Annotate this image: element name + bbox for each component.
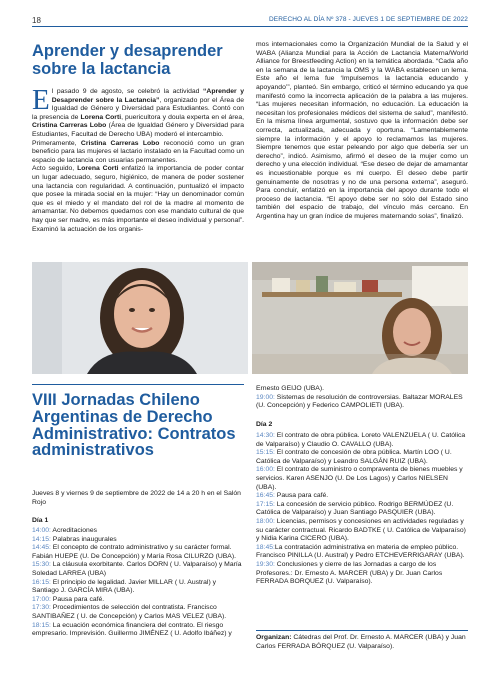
day2-item-3	[256, 492, 468, 501]
article-title-jornadas: VIII Jornadas Chileno Argentinas de Derecho Administrativo: Contratos administrativos	[32, 391, 236, 460]
day1-item-4	[32, 579, 244, 596]
day1-item-0	[32, 527, 244, 536]
day2-item-5	[256, 518, 468, 544]
article-lactancia-right-column	[256, 41, 468, 221]
day1-item-2	[32, 544, 244, 561]
program-time: 17:00:	[32, 595, 51, 603]
day2-program	[256, 432, 468, 587]
program-text: Ernesto GEIJO (UBA).	[256, 385, 324, 392]
program-text: La ecuación económica financiera del contrato. El riesgo empresario. Imprevisión. Guillermo JIMÉNEZ ( U. Adolfo Ibáñez) y	[32, 621, 232, 638]
photo-speaker-left	[32, 262, 248, 374]
program-time: 16:00:	[256, 466, 275, 474]
day1-program-continued	[256, 385, 468, 411]
article-title-lactancia: Aprender y desaprender sobre la lactancia	[32, 42, 223, 78]
day1-item-1	[32, 536, 244, 545]
program-time: 16:15:	[32, 578, 51, 586]
program-time: 19:00:	[256, 393, 275, 401]
day1-program	[32, 527, 244, 639]
photo-left-illustration	[32, 262, 248, 374]
program-text: Pausa para café.	[50, 595, 105, 603]
page-number: 18	[32, 16, 41, 25]
program-time: 15:30:	[32, 561, 51, 569]
program-text: El contrato de suministro o compraventa de bienes muebles y servicios. Karen ASENJO (U. De Los Lagos) y Carlos NIELSEN (UBA).	[256, 466, 463, 491]
program-text: La contratación administrativa en materia de empleo público. Francisco PINILLA (U. Austral) y Pedro ETCHEVERRIGARAY (UBA).	[256, 543, 465, 560]
program-text: Palabras inaugurales	[50, 535, 117, 543]
photo-speaker-right	[252, 262, 468, 374]
article-lactancia-right-text: mos internacionales como la Organización Mundial de la Salud y el WABA (Alianza Mundial para la Acción de Lactancia Materna/World Alliance for Breestfeeding Action) en la temática abordada. “Cada año en la semana de la lactancia la OMS y la WABA establecen un lema. Este año el lema fue ‘Impulsemos la lactancia educando y apoyando’”, planteó. Sin embargo, criticó el término educando ya que manifestó como la incorrecta aplicación de la palabra a las mujeres. “Las mujeres necesitan información, no educación. La educación la necesitan los profesionales médicos del sistema de salud”, manifestó. En la misma línea argumental, sostuvo que la información debe ser correcta, actualizada, adecuada y oportuna. “Lamentablemente siempre la información y el apoyo lo reclamamos las mujeres. Siempre tenemos que estar peleando por algo que debería ser un derecho”, indicó. Asimismo, afirmó el deseo de la mujer como un derecho y una elección individual. “Ese deseo de dejar de amamantar es incuestionable porque es mi cuerpo. El deseo debe partir genuinamente de nosotras y no de una persona externa”, aseguró. Para concluir, enfatizó en la importancia del apoyo durante todo el proceso de lactancia. “El apoyo debe ser no sólo del Estado sino también del espacio de trabajo, del vínculo más cercano. En Argentina hay un gran índice de mujeres maternando solas”, finalizó.	[256, 41, 468, 220]
program-time: 18:15:	[32, 621, 51, 629]
program-time: 14:15:	[32, 535, 51, 543]
program-text: Pausa para café.	[274, 492, 329, 500]
section-divider	[32, 384, 244, 385]
program-text: El contrato de concesión de obra pública. Martín LOO ( U. Católica de Valparaíso) y Leandro SALGÁN RUIZ (UBA).	[256, 449, 452, 465]
header-rule	[32, 26, 468, 27]
program-time: 14:00:	[32, 527, 51, 534]
program-time: 19:30:	[256, 560, 275, 568]
publication-line: DERECHO AL DÍA Nº 378 - JUEVES 1 DE SEPTIEMBRE DE 2022	[269, 16, 468, 23]
day1-label: Día 1	[32, 517, 49, 524]
program-time: 16:45:	[256, 492, 275, 500]
program-time: 18:00:	[256, 517, 275, 525]
day2-item-0	[256, 432, 468, 449]
organizers	[256, 630, 468, 651]
day2-label: Día 2	[256, 421, 273, 428]
program-text: El principio de legalidad. Javier MILLAR ( U. Austral) y Santiago J. GARCÍA MIRA (UBA).	[32, 578, 216, 595]
program-time: 17:30:	[32, 604, 51, 612]
organizers-label: Organizan:	[256, 634, 292, 641]
drop-cap: E	[32, 84, 50, 116]
day1-item-6	[32, 604, 244, 621]
program-time: 15:15:	[256, 449, 275, 457]
day2-item-1	[256, 449, 468, 466]
day1-item-3	[32, 561, 244, 578]
day2-item-6	[256, 544, 468, 561]
program-text: El concepto de contrato administrativo y su carácter formal. Fabián HUEPE (U. De Concepción) y María Rosa CILURZO (UBA).	[32, 544, 236, 560]
program-text: El contrato de obra pública. Loreto VALENZUELA ( U. Católica de Valparaíso) y Claudio O. CAVALLO (UBA).	[256, 432, 466, 448]
day2-item-7	[256, 561, 468, 587]
article-lactancia-left-text: l pasado 9 de agosto, se celebró la actividad “Aprender y Desaprender sobre la Lactancia”, organizado por el Área de Igualdad de Género y Diversidad para Estudiantes. Contó con la presencia de Lorena Corti, puericultora y doula experta en el área, Cristina Carreras Lobo (Área de Igualdad Género y Diversidad para Estudiantes, Facultad de Derecho UBA) moderó el intercambio. Primeramente, Cristina Carreras Lobo reconoció como un gran beneficio para las mujeres el lactario instalado en la Facultad como un espacio de lactancia con usuarias permanentes. Acto seguido, Lorena Corti enfatizó la importancia de poder contar un lugar adecuado, seguro, higiénico, de manera de poder sostener una lactancia con regularidad. A continuación, puntualizó el impacto que posee la mirada social en la mujer: “Hay un denominador común que es el miedo y el mandato del rol de la madre al momento de amamantar. No debemos quedarnos con ese mandato cultural de que hay que ser madre, es más importante el deseo individual y personal”. Examinó la actuación de los organis-	[32, 88, 245, 233]
program-time: 14:30:	[256, 432, 275, 439]
video-call-photos	[32, 262, 468, 374]
day1-cont-item-1	[256, 394, 468, 411]
program-time: 14:45:	[32, 544, 51, 552]
day1-item-5	[32, 596, 244, 605]
program-text: Licencias, permisos y concesiones en actividades reguladas y su carácter contractual. Ricardo BADTKE ( U. Católica de Valparaíso) y Nidia Karina CICERO (UBA).	[256, 517, 466, 543]
program-text: La concesión de servicio público. Rodrigo BERMÚDEZ (U. Católica de Valparaíso) y Juan Santiago PASQUIER (UBA).	[256, 500, 454, 517]
day1-item-7	[32, 622, 244, 639]
photo-right-illustration	[252, 262, 468, 374]
organizers-text: Cátedras del Prof. Dr. Ernesto A. MARCER (UBA) y Juan Carlos FERRADA BÓRQUEZ (U. Valparaíso).	[256, 634, 466, 650]
page-header	[0, 0, 500, 28]
program-text: Acreditaciones	[50, 527, 98, 534]
program-time: 17:15:	[256, 500, 275, 508]
article-lactancia-left-column	[32, 84, 245, 234]
program-text: Conclusiones y cierre de las Jornadas a cargo de los Profesores.: Dr. Ernesto A. MARCER (UBA) y Dr. Juan Carlos FERRADA BORQUEZ (U. Valparaíso).	[256, 560, 443, 586]
day1-cont-item-0	[256, 385, 468, 394]
program-text: La cláusula exorbitante. Carlos DORN ( U. Valparaíso) y María Soledad LARREA (UBA)	[32, 561, 242, 577]
event-dates: Jueves 8 y viernes 9 de septiembre de 2022 de 14 a 20 h en el Salón Rojo	[32, 490, 241, 506]
program-text: Procedimientos de selección del contratista. Francisco SANTIBAÑEZ ( U. de Concepción) y Carlos MAS VELEZ (UBA).	[32, 604, 227, 620]
day2-item-2	[256, 466, 468, 492]
program-text: Sistemas de resolución de controversias. Baltazar MORALES (U. Concepción) y Federico CAMPOLIETI (UBA).	[256, 393, 463, 410]
day2-item-4	[256, 501, 468, 518]
program-time: 18:45:	[256, 543, 275, 551]
